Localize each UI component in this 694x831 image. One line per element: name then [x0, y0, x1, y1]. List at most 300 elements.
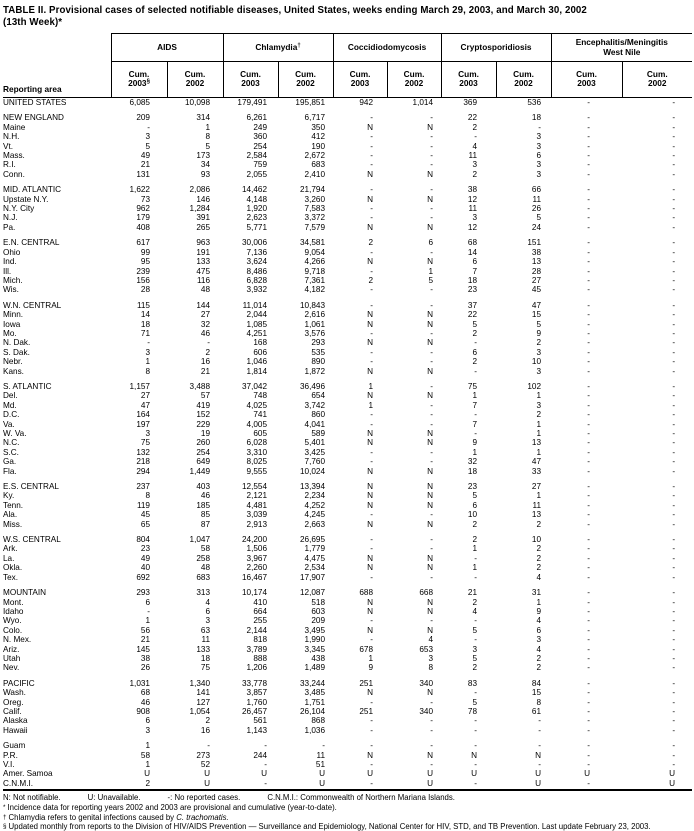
- row-label: E.N. CENTRAL: [3, 238, 60, 248]
- data-cell: 561: [253, 716, 268, 726]
- data-cell: 75: [467, 381, 478, 391]
- data-cell: -: [430, 347, 434, 357]
- data-cell: 18: [531, 113, 542, 123]
- data-cell: 75: [140, 438, 150, 448]
- data-cell: -: [430, 697, 434, 707]
- data-cell: -: [370, 447, 374, 457]
- data-cell: 191: [196, 247, 211, 257]
- data-cell: 18: [200, 653, 211, 663]
- data-cell: 218: [136, 457, 150, 467]
- data-cell: -: [587, 400, 591, 410]
- data-cell: 2: [472, 663, 478, 673]
- data-cell: 260: [196, 438, 211, 448]
- table-row: [3, 779, 692, 788]
- table-row: [3, 238, 692, 247]
- data-cell: 116: [196, 275, 211, 285]
- data-cell: 11: [201, 635, 211, 645]
- data-cell: 168: [253, 338, 268, 348]
- data-cell: 13,394: [299, 482, 326, 492]
- table-row: [3, 357, 692, 366]
- data-cell: 48: [200, 285, 211, 295]
- data-cell: 4,251: [246, 328, 268, 338]
- data-cell: 254: [253, 141, 268, 151]
- data-cell: 190: [311, 141, 326, 151]
- row-label: Pa.: [3, 222, 16, 232]
- data-cell: 95: [140, 257, 150, 267]
- data-cell: -: [587, 151, 591, 161]
- data-cell: 251: [359, 678, 374, 688]
- data-cell: 2,672: [304, 151, 326, 161]
- data-cell: -: [474, 553, 478, 563]
- data-cell: 19: [200, 429, 211, 438]
- data-cell: -: [474, 688, 478, 698]
- data-cell: 4: [472, 606, 478, 616]
- data-cell: 14,462: [241, 185, 268, 195]
- data-cell: -: [538, 760, 542, 769]
- data-cell: 664: [253, 606, 268, 616]
- data-cell: N: [471, 750, 478, 760]
- data-cell: N: [427, 563, 434, 573]
- group-header: [333, 34, 441, 62]
- data-cell: -: [672, 466, 676, 476]
- data-cell: -: [587, 285, 591, 295]
- data-cell: 21: [140, 160, 150, 170]
- data-cell: 818: [253, 635, 268, 645]
- data-cell: 49: [140, 151, 150, 161]
- table-row: [3, 726, 692, 735]
- data-cell: -: [672, 347, 676, 357]
- table-row: [3, 98, 692, 108]
- data-cell: N: [427, 391, 434, 401]
- data-cell: -: [370, 778, 374, 788]
- data-cell: N: [535, 750, 542, 760]
- row-label: Wis.: [3, 285, 19, 295]
- group-header: [551, 34, 692, 62]
- data-cell: 83: [467, 678, 478, 688]
- data-cell: 2,086: [189, 185, 211, 195]
- data-cell: -: [370, 132, 374, 142]
- table-row: [3, 544, 692, 553]
- data-cell: 3,310: [246, 447, 268, 457]
- data-cell: 6: [145, 597, 150, 607]
- footnote-reference-mark: §: [146, 79, 150, 85]
- row-label: Maine: [3, 122, 26, 132]
- data-cell: 30,006: [241, 238, 268, 248]
- table-row: [3, 170, 692, 179]
- data-cell: 350: [311, 122, 326, 132]
- table-row: [3, 448, 692, 457]
- data-cell: 6,717: [304, 113, 326, 123]
- subcol-header: [496, 62, 551, 98]
- data-cell: 3: [536, 400, 542, 410]
- data-cell: 2: [472, 357, 478, 367]
- data-cell: 391: [196, 213, 211, 223]
- data-cell: 3,260: [304, 194, 326, 204]
- data-cell: 1,031: [129, 678, 150, 688]
- data-cell: 6: [205, 606, 211, 616]
- subcol-header: [167, 62, 223, 98]
- subcol-header-line2: 2003: [241, 78, 260, 88]
- group-header: [223, 34, 333, 62]
- data-cell: -: [672, 606, 676, 616]
- data-cell: -: [474, 778, 478, 788]
- data-cell: -: [430, 510, 434, 520]
- data-cell: N: [427, 257, 434, 267]
- data-cell: 683: [196, 572, 211, 582]
- data-cell: -: [538, 741, 542, 751]
- data-cell: 65: [140, 519, 150, 529]
- data-cell: -: [672, 257, 676, 267]
- data-cell: -: [430, 725, 434, 735]
- data-cell: 419: [196, 400, 211, 410]
- data-cell: N: [427, 319, 434, 329]
- data-cell: N: [427, 122, 434, 132]
- data-cell: 2: [368, 275, 374, 285]
- data-cell: -: [370, 300, 374, 310]
- row-label: Miss.: [3, 519, 23, 529]
- data-cell: 2: [472, 535, 478, 545]
- data-cell: -: [672, 741, 676, 751]
- data-cell: -: [587, 741, 591, 751]
- data-cell: U: [204, 778, 211, 788]
- data-cell: 146: [196, 194, 211, 204]
- data-cell: 11: [468, 151, 478, 161]
- footnote-dagger: [3, 813, 692, 822]
- row-label: Ind.: [3, 257, 17, 267]
- data-cell: -: [587, 760, 591, 769]
- data-cell: -: [672, 169, 676, 179]
- data-cell: 32: [467, 457, 478, 467]
- table-row: [3, 510, 692, 519]
- data-cell: 606: [253, 347, 268, 357]
- data-cell: 3,372: [304, 213, 326, 223]
- row-label: S. ATLANTIC: [3, 381, 52, 391]
- table-row: [3, 716, 692, 725]
- data-cell: 47: [531, 457, 542, 467]
- data-cell: -: [672, 616, 676, 626]
- data-cell: 1: [368, 653, 374, 663]
- data-cell: 2,144: [246, 625, 268, 635]
- data-cell: 11,014: [242, 300, 268, 310]
- data-cell: -: [538, 122, 542, 132]
- row-label: Guam: [3, 741, 26, 751]
- data-cell: 11: [532, 194, 542, 204]
- table-body: [3, 98, 692, 789]
- data-cell: 2: [472, 519, 478, 529]
- group-header-row: [3, 34, 692, 62]
- row-label: Mich.: [3, 275, 23, 285]
- data-cell: -: [587, 616, 591, 626]
- data-cell: 3,576: [304, 328, 326, 338]
- data-cell: 2: [472, 169, 478, 179]
- data-cell: -: [587, 122, 591, 132]
- subcol-header-line2: 2002: [296, 78, 315, 88]
- data-cell: N: [367, 257, 374, 267]
- data-cell: 7: [472, 266, 478, 276]
- table-row: [3, 195, 692, 204]
- data-cell: 23: [467, 482, 478, 492]
- data-cell: -: [672, 204, 676, 214]
- data-cell: -: [587, 132, 591, 142]
- data-cell: 265: [196, 222, 211, 232]
- data-cell: U: [669, 778, 676, 788]
- data-cell: 197: [136, 419, 150, 429]
- subcol-header: [441, 62, 496, 98]
- data-cell: 1,622: [129, 185, 150, 195]
- data-cell: 33,244: [299, 678, 326, 688]
- data-cell: -: [672, 285, 676, 295]
- data-cell: 942: [359, 98, 374, 107]
- data-cell: 3: [536, 160, 542, 170]
- data-cell: 47: [531, 300, 542, 310]
- data-cell: 10: [531, 535, 542, 545]
- row-label: W.N. CENTRAL: [3, 300, 62, 310]
- data-cell: 1,506: [246, 544, 268, 554]
- table-row: [3, 160, 692, 169]
- data-cell: -: [474, 760, 478, 769]
- data-cell: 1,751: [304, 697, 326, 707]
- data-cell: -: [587, 381, 591, 391]
- data-cell: N: [367, 597, 374, 607]
- data-cell: -: [538, 716, 542, 726]
- data-cell: 5: [145, 141, 150, 151]
- data-cell: 868: [311, 716, 326, 726]
- table-row: [3, 213, 692, 222]
- data-cell: -: [672, 391, 676, 401]
- data-cell: -: [430, 535, 434, 545]
- subcol-header: [223, 62, 278, 98]
- data-cell: 152: [196, 410, 211, 420]
- data-cell: 10,024: [299, 466, 326, 476]
- subcol-header: [333, 62, 387, 98]
- data-cell: 255: [253, 616, 268, 626]
- data-cell: 179,491: [237, 98, 268, 107]
- data-cell: 360: [253, 132, 268, 142]
- data-cell: 4,245: [304, 510, 326, 520]
- table-row: [3, 301, 692, 310]
- data-cell: 3: [536, 132, 542, 142]
- data-cell: 18: [467, 466, 478, 476]
- data-cell: 49: [140, 553, 150, 563]
- data-cell: 24: [531, 222, 542, 232]
- data-cell: -: [672, 328, 676, 338]
- data-cell: 38: [467, 185, 478, 195]
- data-cell: -: [672, 688, 676, 698]
- group-header: [111, 34, 223, 62]
- data-cell: -: [672, 132, 676, 142]
- data-cell: 4,481: [246, 500, 268, 510]
- data-cell: 2: [145, 778, 150, 788]
- data-cell: 2,534: [304, 563, 326, 573]
- data-cell: 1: [536, 391, 542, 401]
- row-label: Colo.: [3, 625, 23, 635]
- data-cell: -: [370, 616, 374, 626]
- row-label: Wash.: [3, 688, 26, 698]
- data-cell: 5: [472, 625, 478, 635]
- footnote-section-marker: §: [3, 822, 7, 830]
- data-cell: -: [672, 400, 676, 410]
- data-cell: 2,121: [246, 491, 268, 501]
- data-cell: 692: [136, 572, 150, 582]
- data-cell: 11: [532, 500, 542, 510]
- data-cell: -: [474, 572, 478, 582]
- data-cell: 3: [472, 213, 478, 223]
- data-cell: -: [430, 447, 434, 457]
- data-cell: -: [587, 98, 591, 107]
- data-cell: 8,025: [246, 457, 268, 467]
- data-cell: 1,046: [246, 357, 268, 367]
- data-cell: 340: [419, 706, 434, 716]
- data-cell: N: [427, 429, 434, 438]
- data-cell: -: [672, 438, 676, 448]
- data-cell: -: [672, 457, 676, 467]
- data-cell: 22: [467, 113, 478, 123]
- data-cell: 2,055: [246, 169, 268, 179]
- data-cell: 9: [472, 438, 478, 448]
- data-cell: N: [367, 429, 374, 438]
- data-cell: 164: [136, 410, 150, 420]
- data-cell: 683: [311, 160, 326, 170]
- row-label: Ohio: [3, 247, 21, 257]
- data-cell: 1,990: [304, 635, 326, 645]
- table-row: [3, 438, 692, 447]
- data-cell: -: [587, 725, 591, 735]
- data-cell: 475: [196, 266, 211, 276]
- data-cell: -: [587, 257, 591, 267]
- table-row: [3, 429, 692, 438]
- data-cell: 16: [200, 357, 211, 367]
- data-cell: 1,014: [412, 98, 434, 107]
- data-cell: -: [672, 419, 676, 429]
- data-cell: -: [672, 644, 676, 654]
- data-cell: -: [672, 500, 676, 510]
- data-cell: 58: [140, 750, 150, 760]
- data-cell: -: [587, 706, 591, 716]
- data-cell: 2: [536, 338, 542, 348]
- footnote-asterisk-text: Incidence data for reporting years 2002 and 2003 are provisional and cumulative (year-to-date).: [7, 803, 337, 813]
- data-cell: 5,401: [304, 438, 326, 448]
- row-label: UNITED STATES: [3, 98, 67, 107]
- data-cell: 10,174: [241, 588, 268, 598]
- row-label: C.N.M.I.: [3, 778, 34, 788]
- data-cell: -: [430, 400, 434, 410]
- data-cell: N: [367, 625, 374, 635]
- data-cell: 4: [472, 141, 478, 151]
- data-cell: -: [587, 419, 591, 429]
- data-cell: 1,872: [304, 366, 326, 376]
- data-cell: 1,036: [304, 725, 326, 735]
- data-cell: -: [587, 716, 591, 726]
- data-cell: 4,148: [246, 194, 268, 204]
- data-cell: 1: [536, 597, 542, 607]
- data-cell: N: [427, 688, 434, 698]
- data-cell: -: [587, 635, 591, 645]
- footnote-section-mark: [3, 822, 692, 831]
- row-label: Tex.: [3, 572, 19, 582]
- data-cell: 229: [196, 419, 211, 429]
- data-cell: 403: [196, 482, 211, 492]
- data-cell: 119: [136, 500, 150, 510]
- data-cell: -: [587, 169, 591, 179]
- table-row: [3, 467, 692, 476]
- data-cell: -: [587, 510, 591, 520]
- data-cell: 2: [536, 653, 542, 663]
- table-row: [3, 410, 692, 419]
- table-row: [3, 113, 692, 122]
- data-cell: 5: [428, 275, 434, 285]
- row-label: Del.: [3, 391, 18, 401]
- subcol-header-line2: 2002: [404, 78, 424, 88]
- data-cell: -: [370, 160, 374, 170]
- group-header: [441, 34, 551, 62]
- data-cell: 1: [145, 741, 150, 751]
- data-cell: -: [587, 328, 591, 338]
- row-label: Md.: [3, 400, 17, 410]
- data-cell: -: [587, 222, 591, 232]
- data-cell: -: [672, 725, 676, 735]
- data-cell: 535: [311, 347, 326, 357]
- data-cell: -: [430, 616, 434, 626]
- data-cell: 1: [536, 491, 542, 501]
- row-label: Idaho: [3, 606, 24, 616]
- data-cell: N: [367, 338, 374, 348]
- data-cell: 2,584: [246, 151, 268, 161]
- data-cell: 1,920: [246, 204, 268, 214]
- data-cell: 3,495: [304, 625, 326, 635]
- table-row: [3, 491, 692, 500]
- data-cell: 293: [136, 588, 150, 598]
- data-cell: -: [587, 266, 591, 276]
- data-cell: 71: [140, 328, 150, 338]
- data-cell: 115: [136, 300, 150, 310]
- data-cell: U: [471, 769, 478, 779]
- data-cell: 26: [140, 663, 150, 673]
- data-cell: -: [370, 510, 374, 520]
- data-cell: 649: [196, 457, 211, 467]
- group-header-label: West Nile: [603, 46, 641, 57]
- data-cell: -: [672, 429, 676, 438]
- data-cell: -: [672, 653, 676, 663]
- group-header-label: Chlamydia†: [255, 41, 301, 52]
- data-cell: N: [367, 500, 374, 510]
- data-cell: 133: [196, 257, 211, 267]
- data-cell: -: [474, 635, 478, 645]
- row-label: Nebr.: [3, 357, 23, 367]
- data-cell: -: [370, 266, 374, 276]
- data-cell: N: [427, 310, 434, 320]
- data-cell: -: [430, 410, 434, 420]
- data-cell: 195,851: [295, 98, 326, 107]
- data-cell: 6: [472, 257, 478, 267]
- data-cell: 6: [428, 238, 434, 248]
- data-cell: -: [672, 544, 676, 554]
- data-cell: -: [672, 266, 676, 276]
- row-label: N.Y. City: [3, 204, 35, 214]
- subcol-header-line1: Cum.: [349, 68, 371, 79]
- data-cell: 13: [531, 438, 542, 448]
- data-cell: 46: [200, 328, 211, 338]
- data-cell: N: [367, 194, 374, 204]
- data-cell: 3: [145, 725, 150, 735]
- row-label: Mont.: [3, 597, 24, 607]
- data-cell: 10,843: [299, 300, 326, 310]
- data-cell: 46: [140, 697, 150, 707]
- data-cell: -: [370, 357, 374, 367]
- data-cell: 87: [200, 519, 211, 529]
- data-cell: U: [427, 769, 434, 779]
- data-cell: U: [319, 769, 326, 779]
- data-cell: 10: [531, 357, 542, 367]
